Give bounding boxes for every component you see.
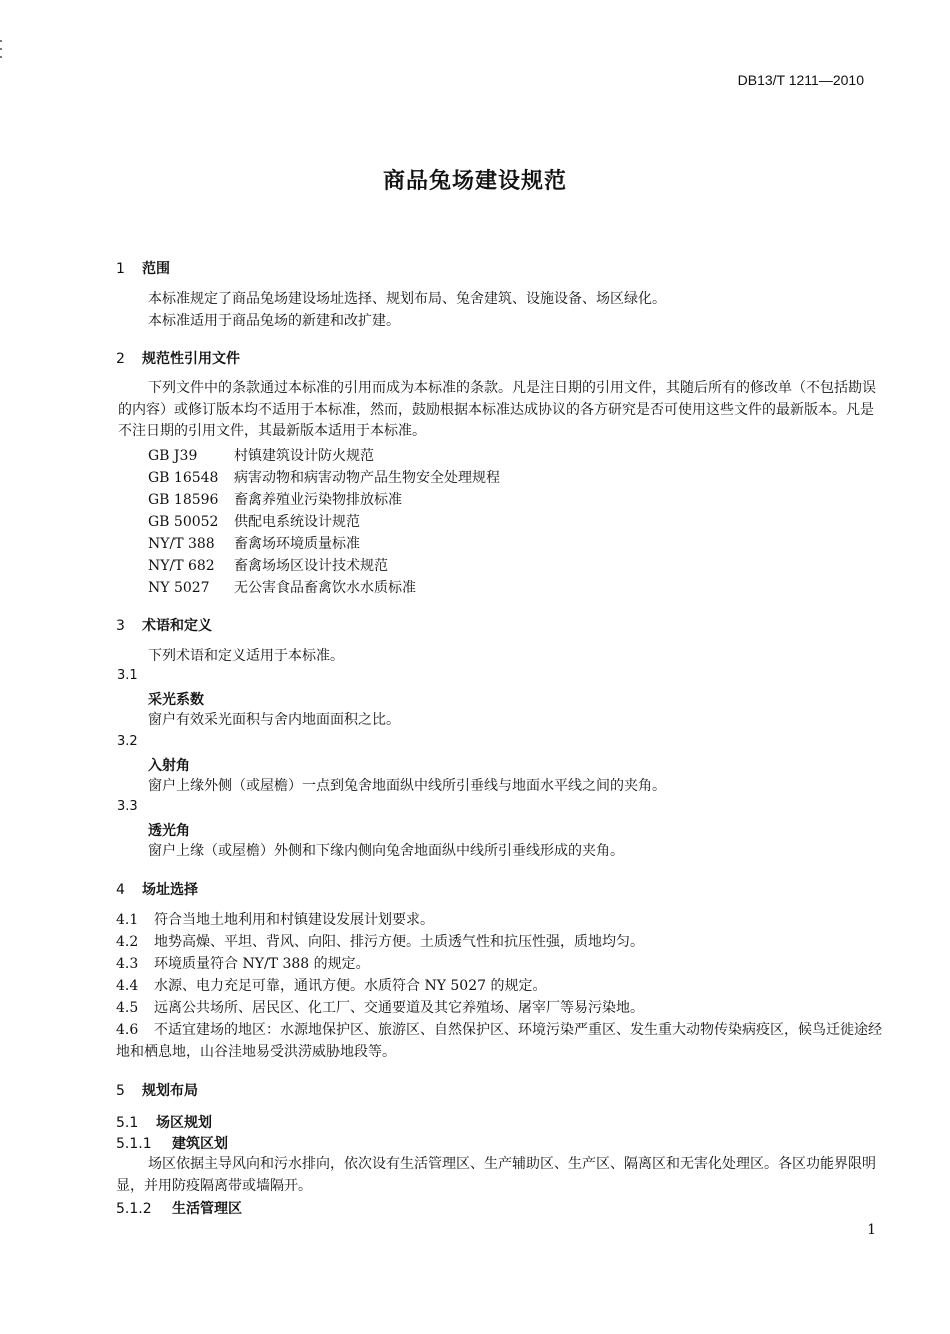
reference-name: 无公害食品畜禽饮水水质标准 [234, 580, 416, 596]
section-title: 范围 [142, 261, 170, 277]
term-number: 3.1 [117, 668, 138, 683]
term-name: 采光系数 [148, 692, 204, 708]
scope-line-1: 本标准规定了商品兔场建设场址选择、规划布局、兔舍建筑、设施设备、场区绿化。 [148, 291, 666, 307]
item-text: 远离公共场所、居民区、化工厂、交通要道及其它养殖场、屠宰厂等易污染地。 [154, 1000, 644, 1016]
reference-name: 畜禽养殖业污染物排放标准 [234, 492, 402, 508]
references-intro: 下列文件中的条款通过本标准的引用而成为本标准的条款。凡是注日期的引用文件，其随后所有的修改单（不包括勘误的内容）或修订版本均不适用于本标准，然而，鼓励根据本标准达成协议的各方研究是否可使用这些文件的最新版本。凡是不注日期的引用文件，其最新版本适用于本标准。 [118, 380, 876, 439]
section-5-heading [116, 1080, 198, 1100]
reference-item [148, 555, 388, 575]
zoning-paragraph: 场区依据主导风向和污水排向，依次设有生活管理区、生产辅助区、生产区、隔离区和无害化处理区。各区功能界限明显，并用防疫隔离带或墙隔开。 [116, 1156, 876, 1194]
page-number: 1 [867, 1222, 876, 1238]
term-definition: 窗户上缘外侧（或屋檐）一点到兔舍地面纵中线所引垂线与地面水平线之间的夹角。 [148, 778, 666, 794]
reference-code: GB 18596 [148, 492, 219, 508]
site-item [116, 932, 644, 953]
site-item [116, 910, 434, 931]
term-definition: 窗户上缘（或屋檐）外侧和下缘内侧向兔舍地面纵中线所引垂线形成的夹角。 [148, 843, 624, 859]
term-number: 3.2 [117, 734, 138, 749]
subsection-title: 建筑区划 [172, 1136, 228, 1152]
subsection-heading [116, 1198, 242, 1218]
scope-line-2: 本标准适用于商品兔场的新建和改扩建。 [148, 313, 400, 329]
item-text: 不适宜建场的地区：水源地保护区、旅游区、自然保护区、环境污染严重区、发生重大动物传染病疫区，候鸟迁徙途经地和栖息地，山谷洼地易受洪涝威胁地段等。 [116, 1022, 882, 1060]
subsection-title: 场区规划 [156, 1115, 212, 1131]
item-number: 4.6 [116, 1022, 139, 1038]
section-title: 规划布局 [142, 1083, 198, 1099]
document-number: DB13/T 1211—2010 [737, 72, 864, 88]
subsection-number: 5.1.2 [116, 1201, 152, 1217]
section-number: 2 [116, 351, 125, 367]
term-number: 3.3 [117, 799, 138, 814]
section-title: 场址选择 [142, 882, 198, 898]
section-title: 规范性引用文件 [142, 351, 240, 367]
reference-item [148, 445, 374, 465]
subsection-number: 5.1.1 [116, 1136, 152, 1152]
section-number: 4 [116, 882, 125, 898]
scan-edge-marks [0, 40, 3, 70]
site-item [116, 1020, 882, 1063]
reference-code: GB 16548 [148, 470, 219, 486]
section-number: 1 [116, 261, 125, 277]
reference-name: 村镇建筑设计防火规范 [234, 448, 374, 464]
reference-name: 病害动物和病害动物产品生物安全处理规程 [234, 470, 500, 486]
item-number: 4.1 [116, 912, 139, 928]
subsection-number: 5.1 [116, 1115, 139, 1131]
item-number: 4.5 [116, 1000, 139, 1016]
term-name: 透光角 [148, 823, 190, 839]
site-item [116, 954, 370, 975]
item-number: 4.4 [116, 978, 139, 994]
section-number: 3 [116, 618, 125, 634]
subsection-title: 生活管理区 [172, 1201, 242, 1217]
item-text: 地势高燥、平坦、背风、向阳、排污方便。土质透气性和抗压性强，质地均匀。 [154, 934, 644, 950]
subsection-heading [116, 1112, 212, 1132]
page-title: 商品兔场建设规范 [382, 169, 567, 194]
site-item [116, 976, 546, 997]
reference-item [148, 533, 360, 553]
section-number: 5 [116, 1083, 125, 1099]
reference-item [148, 489, 402, 509]
reference-code: NY/T 388 [148, 536, 215, 552]
reference-code: NY/T 682 [148, 558, 215, 574]
reference-item [148, 467, 500, 487]
reference-code: NY 5027 [148, 580, 210, 596]
reference-name: 畜禽场场区设计技术规范 [234, 558, 388, 574]
section-1-heading [116, 258, 170, 278]
term-name: 入射角 [148, 758, 190, 774]
reference-name: 供配电系统设计规范 [234, 514, 360, 530]
reference-name: 畜禽场环境质量标准 [234, 536, 360, 552]
term-definition: 窗户有效采光面积与舍内地面面积之比。 [148, 712, 400, 728]
item-number: 4.3 [116, 956, 139, 972]
site-item [116, 998, 644, 1019]
terms-intro: 下列术语和定义适用于本标准。 [148, 648, 344, 664]
section-title: 术语和定义 [142, 618, 212, 634]
reference-item [148, 511, 360, 531]
section-2-heading [116, 348, 240, 368]
subsection-heading [116, 1133, 228, 1153]
item-text: 水源、电力充足可靠，通讯方便。水质符合 NY 5027 的规定。 [154, 978, 547, 994]
item-number: 4.2 [116, 934, 139, 950]
reference-item [148, 577, 416, 597]
section-4-heading [116, 879, 198, 899]
reference-code: GB J39 [148, 448, 198, 464]
section-3-heading [116, 615, 212, 635]
reference-code: GB 50052 [148, 514, 219, 530]
item-text: 符合当地土地利用和村镇建设发展计划要求。 [154, 912, 434, 928]
item-text: 环境质量符合 NY/T 388 的规定。 [154, 956, 370, 972]
